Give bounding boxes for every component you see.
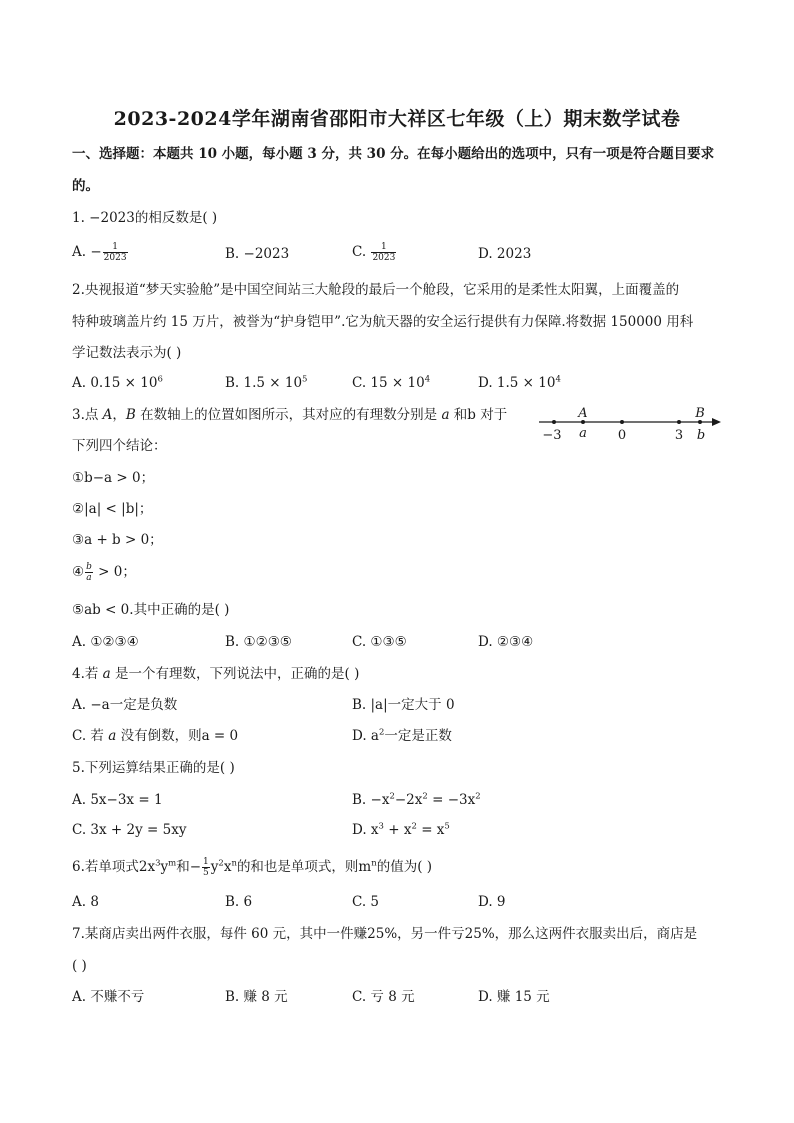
q2-c-text: C. 15 × 10 [352,375,425,391]
q3-option-d: D. ②③④ [478,634,534,650]
page-title: 2023-2024学年湖南省邵阳市大祥区七年级（上）期末数学试卷 [113,108,681,130]
q2-option-d [478,373,561,393]
q6-fraction [202,857,210,878]
q5-b-e2: 2 [422,791,428,802]
q7-stem-line1: 7.某商店卖出两件衣服，每件 60 元，其中一件赚25%，另一件亏25%，那么这两件衣服卖出后，商店是 [72,926,698,942]
q6-den: 5 [203,868,209,878]
q3-conclusion-1: ①b−a > 0； [72,470,155,486]
q2-stem-line2: 特种玻璃盖片约 15 万片，被誉为“护身铠甲”.它为航天器的安全运行提供有力保障.将数据 150000 用科 [72,314,694,330]
number-line-arrow [712,418,721,426]
q3-c4-pre: ④ [72,564,85,580]
q3-stem-line1 [72,405,507,425]
q5-option-b [352,790,481,810]
q6-e4: n [231,858,237,869]
q5-stem: 5.下列运算结果正确的是( ) [72,760,235,776]
q3-option-a: A. ①②③④ [72,634,139,650]
q4-var: a [102,666,111,682]
q1-option-b: B. −2023 [225,246,290,262]
q4-pre: 4.若 [72,666,103,682]
q6-e3: 2 [218,858,224,869]
label-A: A [578,406,588,421]
q3-end: 对于 [475,407,508,423]
q3-c4-den: a [86,573,92,583]
tick-3 [677,420,681,424]
q3-option-c: C. ①③⑤ [352,634,407,650]
q6-e2: m [168,858,177,869]
q1-a-label: A. − [72,244,102,260]
q2-stem-line1: 2.央视报道“梦天实验舱”是中国空间站三大舱段的最后一个舱段，它采用的是柔性太阳翼，上面覆盖的 [72,282,680,298]
q3-conclusion-3: ③a + b > 0； [72,532,163,548]
q4-post: 是一个有理数，下列说法中，正确的是( ) [110,666,360,682]
q2-c-exp: 4 [424,374,431,385]
label-b: b [696,428,706,443]
q5-option-c: C. 3x + 2y = 5xy [72,822,187,838]
q4-option-c [72,726,238,746]
q4-option-b: B. |a|一定大于 0 [352,697,455,713]
label-3: 3 [674,428,684,443]
q2-option-c [352,373,430,393]
q3-point-b: B [125,407,136,423]
q7-option-c: C. 亏 8 元 [352,989,415,1005]
q2-b-exp: 5 [302,374,308,385]
q1-a-den: 2023 [103,253,127,263]
q5-b-mid: −2x [394,792,423,808]
q1-option-c [352,242,397,263]
q5-b-pre: B. −x [352,792,390,808]
q6-e1: 3 [155,858,161,869]
q2-a-exp: 6 [157,374,163,385]
q1-c-label: C. [352,244,371,260]
q3-c4-post: > 0； [93,564,136,580]
q2-option-b [225,373,307,393]
q3-conclusion-5: ⑤ab < 0.其中正确的是( ) [72,602,230,618]
q5-option-a: A. 5x−3x = 1 [72,792,163,808]
q5-b-e1: 2 [389,791,395,802]
label-neg3: −3 [542,428,562,443]
q6-pre: 6.若单项式2x [72,859,156,875]
q6-option-a: A. 8 [72,894,99,910]
q5-d-mid: + x [383,822,412,838]
q6-num: 1 [203,857,209,867]
q5-b-e3: 2 [475,791,481,802]
q3-stem-line2: 下列四个结论： [72,438,167,454]
q1-c-den: 2023 [372,253,396,263]
section-heading-cont: 的。 [72,178,99,194]
q6-mid1: y [160,859,169,875]
q3-var-b: b [467,407,476,423]
q6-e5: n [371,858,377,869]
q1-stem: 1. −2023的相反数是( ) [72,210,218,226]
q5-option-d [352,820,450,840]
q6-mid5: 的和也是单项式，则m [236,859,372,875]
q1-a-fraction [103,242,128,263]
q7-stem-line2: ( ) [72,958,87,974]
q5-d-e1: 3 [378,821,384,832]
q6-mid2: 和− [176,859,202,875]
label-a: a [579,426,587,441]
q6-mid4: x [223,859,232,875]
q4-c-pre: C. 若 [72,728,109,744]
q4-d-exp: 2 [378,727,385,738]
q4-option-d [352,726,452,746]
q1-option-a [72,242,129,263]
tick-neg3 [552,420,556,424]
q6-stem [72,857,432,878]
q2-option-a [72,373,163,393]
q7-option-d: D. 赚 15 元 [478,989,550,1005]
q6-option-c: C. 5 [352,894,380,910]
label-B: B [695,406,705,421]
tick-zero [620,420,624,424]
q3-var-a: a [441,407,450,423]
q2-a-text: A. 0.15 × 10 [72,375,158,391]
q2-d-exp: 4 [555,374,561,385]
number-line-figure [535,402,725,452]
q6-mid3: y [210,859,219,875]
q2-d-text: D. 1.5 × 10 [478,375,556,391]
q1-c-num: 1 [371,242,396,253]
q5-d-e2: 2 [411,821,417,832]
q1-a-num: 1 [103,242,128,253]
q3-point-a: A [102,407,113,423]
q1-option-d: D. 2023 [478,246,532,262]
q5-d-mid2: = x [416,822,445,838]
section-heading: 一、选择题：本题共 10 小题，每小题 3 分，共 30 分。在每小题给出的选项中，只有一项是符合题目要求 [72,146,715,162]
q3-c4-num: b [86,562,92,572]
q4-c-var: a [108,728,117,744]
q3-c4-fraction [85,562,93,583]
label-zero: 0 [617,428,627,443]
q6-option-b: B. 6 [225,894,253,910]
q3-mid: 在数轴上的位置如图所示，其对应的有理数分别是 [135,407,442,423]
q3-conclusion-4 [72,562,136,583]
q2-b-text: B. 1.5 × 10 [225,375,303,391]
q1-c-fraction [371,242,396,263]
q4-d-pre: D. a [352,728,379,744]
q5-d-pre: D. x [352,822,379,838]
q7-option-b: B. 赚 8 元 [225,989,288,1005]
q4-d-post: 一定是正数 [384,728,452,744]
q5-d-e3: 5 [444,821,450,832]
q7-option-a: A. 不赚不亏 [72,989,145,1005]
q6-option-d: D. 9 [478,894,506,910]
q4-option-a: A. −a一定是负数 [72,697,178,713]
q5-b-mid2: = −3x [427,792,476,808]
q2-stem-line3: 学记数法表示为( ) [72,345,182,361]
q3-conclusion-2: ②|a| < |b|； [72,501,153,517]
q3-option-b: B. ①②③⑤ [225,634,292,650]
q4-c-post: 没有倒数，则a = 0 [116,728,239,744]
q3-comma: ， [112,407,126,423]
q3-and: 和 [449,407,468,423]
q4-stem [72,664,359,684]
q3-pre: 3.点 [72,407,103,423]
q6-post: 的值为( ) [376,859,433,875]
